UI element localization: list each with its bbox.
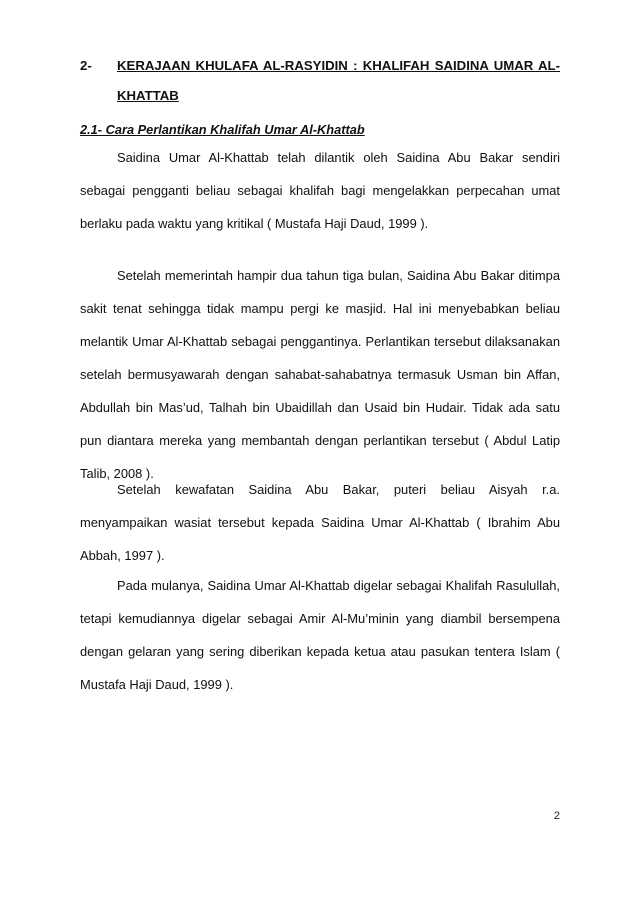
subsection-heading: 2.1- Cara Perlantikan Khalifah Umar Al-Khattab — [80, 122, 365, 137]
section-title: KERAJAAN KHULAFA AL-RASYIDIN : KHALIFAH SAIDINA UMAR AL-KHATTAB — [117, 58, 560, 103]
page-number: 2 — [553, 810, 560, 822]
paragraph: Saidina Umar Al-Khattab telah dilantik oleh Saidina Abu Bakar sendiri sebagai pengganti beliau sebagai khalifah bagi mengelakkan perpecahan umat berlaku pada waktu yang kritikal ( Mustafa Haji Daud, 1999 ). — [80, 150, 560, 231]
paragraph: Setelah kewafatan Saidina Abu Bakar, puteri beliau Aisyah r.a. menyampaikan wasiat tersebut kepada Saidina Umar Al-Khattab ( Ibrahim Abu Abbah, 1997 ). — [80, 482, 560, 563]
section-number: 2- — [80, 58, 92, 73]
paragraph: Setelah memerintah hampir dua tahun tiga bulan, Saidina Abu Bakar ditimpa sakit tenat sehingga tidak mampu pergi ke masjid. Hal ini menyebabkan beliau melantik Umar Al-Khattab sebagai penggantinya. Perlantikan tersebut dilaksanakan setelah bermusyawarah dengan sahabat-sahabatnya termasuk Usman bin Affan, Abdullah bin Mas’ud, Talhah bin Ubaidillah dan Usaid bin Hudair. Tidak ada satu pun diantara mereka yang membantah dengan perlantikan tersebut ( Abdul Latip Talib, 2008 ). — [80, 268, 560, 481]
paragraph: Pada mulanya, Saidina Umar Al-Khattab digelar sebagai Khalifah Rasulullah, tetapi kemudiannya digelar sebagai Amir Al-Mu’minin yang diambil bersempena dengan gelaran yang sering diberikan kepada ketua atau pasukan tentera Islam ( Mustafa Haji Daud, 1999 ). — [80, 578, 560, 692]
